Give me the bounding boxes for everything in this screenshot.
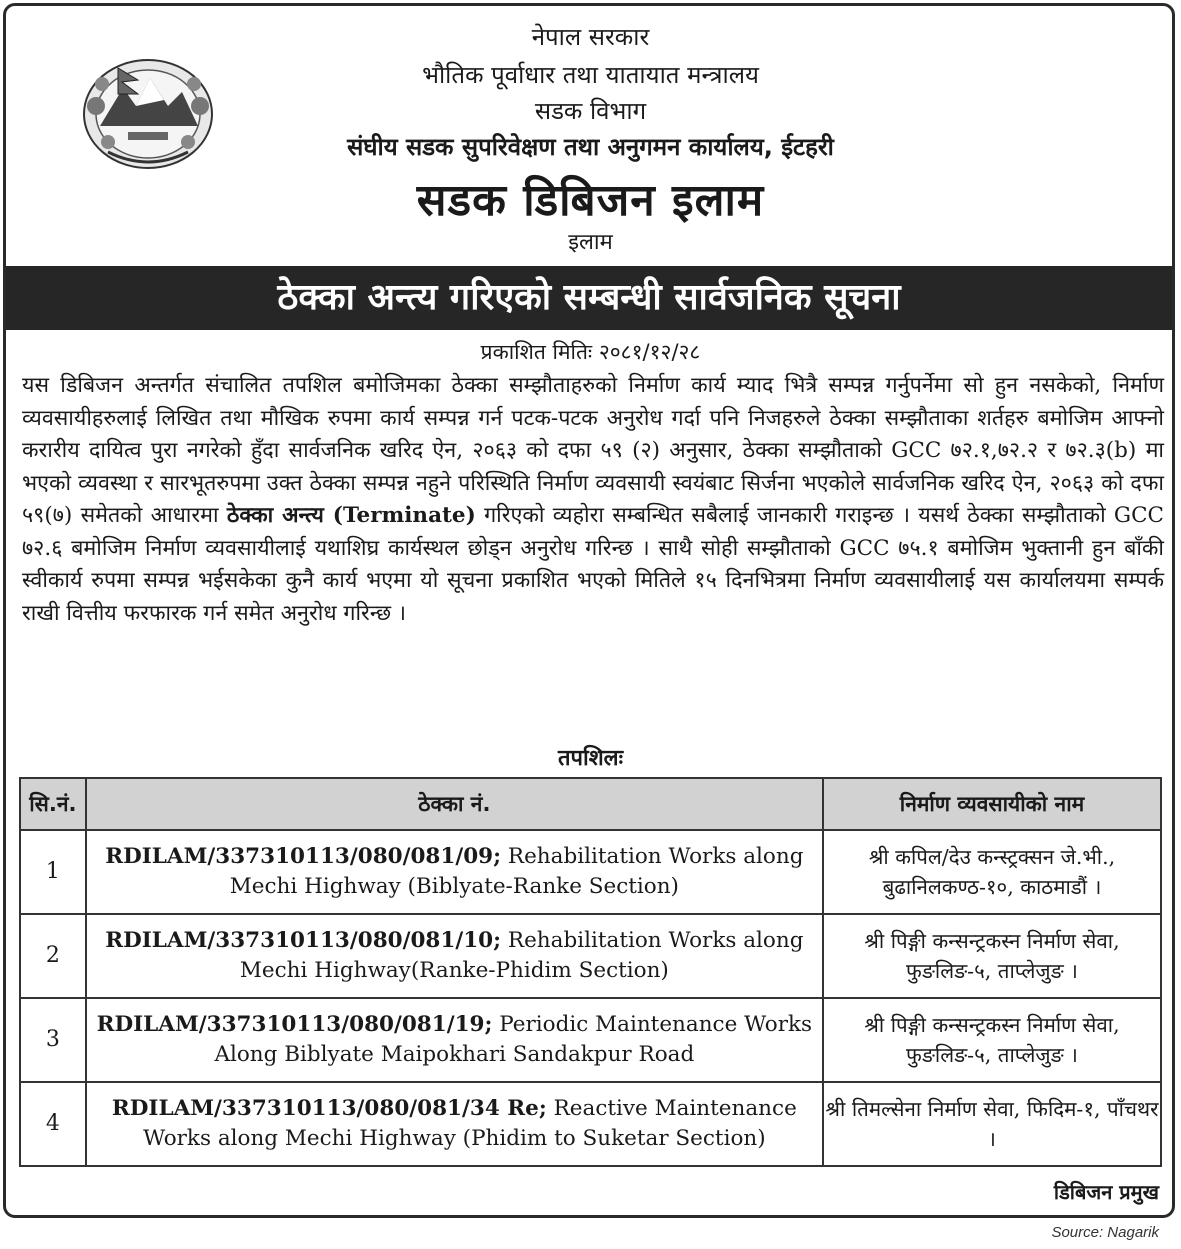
row-serial: 4 [20, 1082, 86, 1166]
body-text-part1: यस डिबिजन अन्तर्गत संचालित तपशिल बमोजिमका ठेक्का सम्झौताहरुको निर्माण कार्य म्याद भित्रै सम्पन्न गर्नुपर्नेमा सो हुन नसकेको, निर्माण व्यवसायीहरुलाई लिखित तथा मौखिक रुपमा कार्य सम्पन्न गर्न पटक-पटक अनुरोध गर्दा पनि निजहरुले ठेक्का सम्झौताका शर्तहरु बमोजिम आफ्नो करारीय दायित्व पुरा नगरेको हुँदा सार्वजनिक खरिद ऐन, २०६३ को दफा ५९ (२) अनुसार, ठेक्का सम्झौताको GCC ७२.१,७२.२ र ७२.३(b) मा भएको व्यवस्था र सारभूतरुपमा उक्त ठेक्का सम्पन्न नहुने परिस्थिति निर्माण व्यवसायी स्वयंबाट सिर्जना भएकोले सार्वजनिक खरिद ऐन, २०६३ को दफा ५९(७) समेतको आधारमा [22, 373, 1164, 528]
signature-division-chief: डिबिजन प्रमुख [1053, 1180, 1159, 1204]
contract-description: Reactive Maintenance Works along Mechi Highway (Phidim to Suketar Section) [143, 1096, 797, 1151]
header-contractor-name: निर्माण व्यवसायीको नाम [823, 778, 1161, 830]
header-contract-no: ठेक्का नं. [86, 778, 823, 830]
contract-code: RDILAM/337310113/080/081/34 Re; [111, 1096, 547, 1121]
header-department: सडक विभाग [534, 97, 647, 125]
table-row [20, 914, 1161, 998]
notice-title-banner: ठेक्का अन्त्य गरिएको सम्बन्धी सार्वजनिक सूचना [6, 266, 1172, 330]
row-contract [86, 998, 823, 1082]
table-label: तपशिलः [557, 746, 624, 771]
row-contract [86, 830, 823, 914]
header-location: इलाम [568, 230, 613, 255]
table-row [20, 1082, 1161, 1166]
row-contractor: श्री पिङ्गी कन्सन्ट्रकस्न निर्माण सेवा, फुङलिङ-५, ताप्लेजुङ । [823, 914, 1161, 998]
body-text-terminate: ठेक्का अन्त्य (Terminate) [226, 503, 476, 528]
header-ministry: भौतिक पूर्वाधार तथा यातायात मन्त्रालय [422, 61, 759, 89]
contract-description: Rehabilitation Works along Mechi Highway(Ranke-Phidim Section) [239, 928, 804, 983]
row-serial: 3 [20, 998, 86, 1082]
header-government: नेपाल सरकार [531, 23, 650, 51]
header-serial-no: सि.नं. [20, 778, 86, 830]
published-date: प्रकाशित मितिः २०८१/१२/२८ [480, 340, 701, 364]
contract-code: RDILAM/337310113/080/081/19; [96, 1012, 493, 1037]
notice-body [22, 370, 1164, 630]
contract-description: Rehabilitation Works along Mechi Highway (Biblyate-Ranke Section) [229, 844, 804, 899]
table-row [20, 998, 1161, 1082]
contract-table [19, 777, 1162, 1167]
header-supervision-office: संघीय सडक सुपरिवेक्षण तथा अनुगमन कार्यालय, ईटहरी [347, 133, 834, 161]
header-division-title: सडक डिबिजन इलाम [416, 175, 765, 226]
row-contractor: श्री कपिल/देउ कन्स्ट्रक्सन जे.भी., बुढानिलकण्ठ-१०, काठमाडौं । [823, 830, 1161, 914]
row-serial: 1 [20, 830, 86, 914]
source-credit: Source: Nagarik [1051, 1224, 1159, 1241]
row-contractor: श्री तिमल्सेना निर्माण सेवा, फिदिम-१, पाँचथर । [823, 1082, 1161, 1166]
contract-code: RDILAM/337310113/080/081/09; [105, 844, 502, 869]
table-row [20, 830, 1161, 914]
row-serial: 2 [20, 914, 86, 998]
contract-description: Periodic Maintenance Works Along Biblyate Maipokhari Sandakpur Road [214, 1012, 813, 1067]
row-contract [86, 914, 823, 998]
contract-code: RDILAM/337310113/080/081/10; [105, 928, 502, 953]
body-text-part2: गरिएको व्यहोरा सम्बन्धित सबैलाई जानकारी गराइन्छ । यसर्थ ठेक्का सम्झौताको GCC ७२.६ बमोजिम निर्माण व्यवसायीलाई यथाशिघ्र कार्यस्थल छोड्न अनुरोध गरिन्छ । साथै सोही सम्झौताको GCC ७५.१ बमोजिम भुक्तानी हुन बाँकी स्वीकार्य रुपमा सम्पन्न भईसकेका कुनै कार्य भएमा यो सूचना प्रकाशित भएको मितिले १५ दिनभित्रमा निर्माण व्यवसायीलाई यस कार्यालयमा सम्पर्क राखी वित्तीय फरफारक गर्न समेत अनुरोध गरिन्छ । [22, 503, 1164, 626]
row-contractor: श्री पिङ्गी कन्सन्ट्रकस्न निर्माण सेवा, फुङलिङ-५, ताप्लेजुङ । [823, 998, 1161, 1082]
table-header-row [20, 778, 1161, 830]
row-contract [86, 1082, 823, 1166]
